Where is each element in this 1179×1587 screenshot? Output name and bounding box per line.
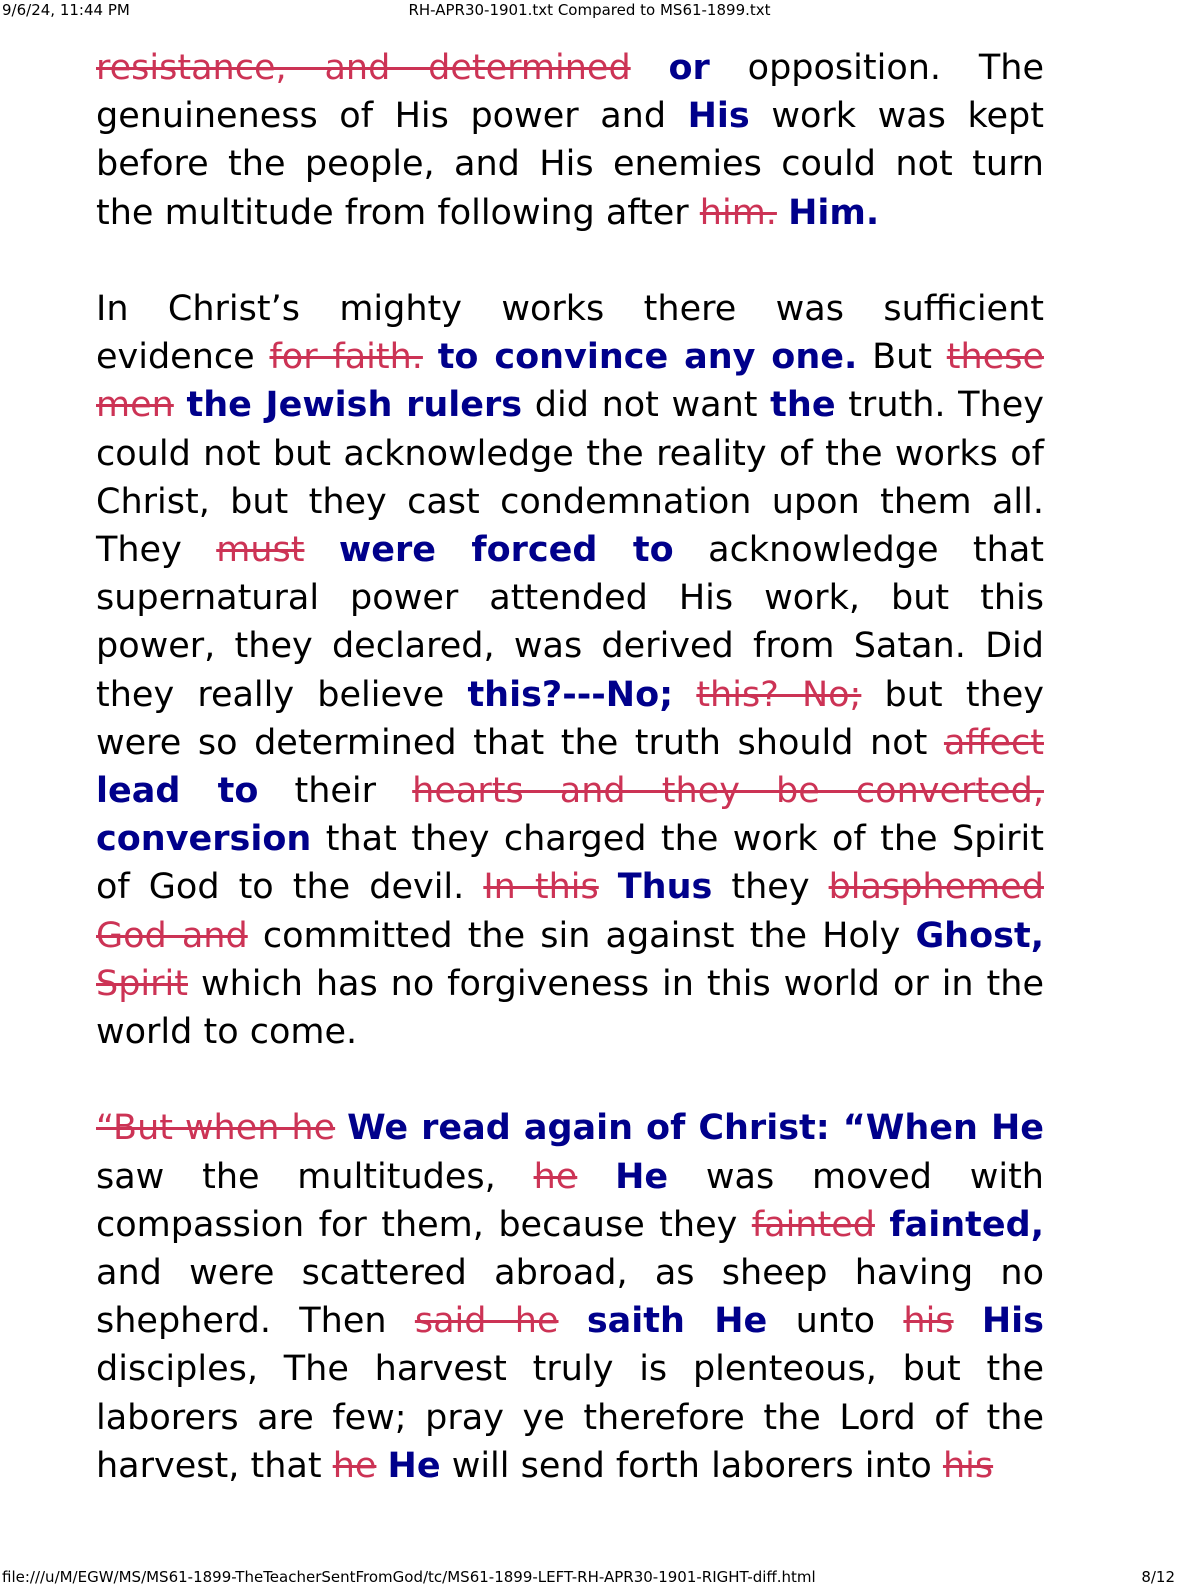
inserted-text: conversion <box>96 819 312 860</box>
inserted-text: His <box>687 96 750 137</box>
inserted-text: to convince any one. <box>437 337 858 378</box>
deleted-text: must <box>216 530 305 571</box>
print-url: file:///u/M/EGW/MS/MS61-1899-TheTeacherSentFromGod/tc/MS61-1899-LEFT-RH-APR30-1901-RIGHT-diff.html <box>2 1568 816 1586</box>
deleted-text: “But when he <box>96 1108 336 1149</box>
unchanged-text: committed the sin against the Holy <box>247 915 916 956</box>
unchanged-text: But <box>857 337 947 378</box>
deleted-text: fainted <box>751 1204 875 1245</box>
unchanged-text <box>599 867 618 907</box>
print-datetime: 9/6/24, 11:44 PM <box>2 1 130 19</box>
unchanged-text <box>577 1157 615 1197</box>
inserted-text: We read again of Christ: “When He <box>347 1108 1044 1149</box>
deleted-text: affect <box>943 722 1044 763</box>
unchanged-text <box>335 1108 347 1148</box>
unchanged-text: unto <box>767 1301 904 1342</box>
unchanged-text: acknowledge that supernatural power attended His work, but this power, they declared, was derived from Satan. Did they really believe <box>96 530 1044 715</box>
inserted-text: Him. <box>788 192 880 233</box>
deleted-text: said he <box>414 1301 559 1342</box>
deleted-text: he <box>533 1156 578 1197</box>
deleted-text: this? No; <box>696 674 862 715</box>
inserted-text: or <box>668 48 710 88</box>
deleted-text: hearts and they be converted, <box>412 771 1044 812</box>
unchanged-text: opposition. The genuineness of His power and <box>96 48 1044 137</box>
print-header <box>0 0 1179 22</box>
unchanged-text: was moved with compassion for them, because they <box>96 1156 1044 1245</box>
unchanged-text: will send forth laborers into <box>440 1445 943 1486</box>
unchanged-text <box>875 1205 889 1245</box>
deleted-text: for faith. <box>269 337 423 378</box>
unchanged-text: work was kept before the people, and His enemies could not turn the multitude from following after <box>96 96 1044 233</box>
inserted-text: were forced to <box>338 530 674 571</box>
print-footer <box>0 1565 1179 1587</box>
diff-paragraph <box>96 1104 1044 1490</box>
unchanged-text <box>423 337 438 377</box>
deleted-text: his <box>942 1445 994 1486</box>
unchanged-text <box>376 1446 387 1486</box>
deleted-text: In this <box>483 867 599 908</box>
deleted-text: these men <box>96 337 1044 426</box>
diff-paragraph <box>96 285 1044 1056</box>
diff-content <box>96 44 1044 1538</box>
unchanged-text: saw the multitudes, <box>96 1156 534 1197</box>
unchanged-text <box>631 48 669 88</box>
page-number: 8/12 <box>1141 1568 1175 1586</box>
inserted-text: lead to <box>96 771 259 812</box>
unchanged-text: disciples, The harvest truly is plenteous, but the laborers are few; pray ye therefore the Lord of the harvest, that <box>96 1349 1044 1486</box>
unchanged-text <box>304 530 338 570</box>
deleted-text: his <box>903 1301 954 1342</box>
unchanged-text: but they were so determined that the truth should not <box>96 674 1044 763</box>
deleted-text: him. <box>699 192 777 233</box>
unchanged-text <box>174 385 187 425</box>
inserted-text: this?---No; <box>467 674 674 715</box>
inserted-text: His <box>981 1301 1044 1342</box>
diff-paragraph <box>96 44 1044 237</box>
unchanged-text: their <box>258 771 413 812</box>
deleted-text: blasphemed God and <box>96 867 1044 956</box>
unchanged-text <box>559 1301 587 1341</box>
inserted-text: fainted, <box>889 1204 1044 1245</box>
unchanged-text: In Christ’s mighty works there was sufficient evidence <box>96 289 1044 378</box>
print-title: RH-APR30-1901.txt Compared to MS61-1899.txt <box>408 1 771 19</box>
unchanged-text <box>777 193 788 233</box>
unchanged-text: which has no forgiveness in this world or in the world to come. <box>96 963 1044 1053</box>
unchanged-text: did not want <box>522 385 771 426</box>
unchanged-text: truth. They could not but acknowledge the reality of the works of Christ, but they cast condemnation upon them all. They <box>96 385 1044 571</box>
unchanged-text: they <box>712 867 829 908</box>
unchanged-text: that they charged the work of the Spirit of God to the devil. <box>96 819 1044 908</box>
unchanged-text <box>954 1301 982 1341</box>
inserted-text: Ghost, <box>915 915 1044 956</box>
inserted-text: He <box>387 1445 441 1486</box>
inserted-text: the Jewish rulers <box>186 385 523 426</box>
inserted-text: He <box>615 1156 669 1197</box>
inserted-text: the <box>770 385 836 426</box>
deleted-text: resistance, and determined <box>96 48 631 88</box>
unchanged-text: and were scattered abroad, as sheep having no shepherd. Then <box>96 1253 1044 1342</box>
deleted-text: Spirit <box>96 963 188 1004</box>
inserted-text: Thus <box>617 867 713 908</box>
unchanged-text <box>673 675 696 715</box>
inserted-text: saith He <box>586 1301 768 1342</box>
deleted-text: he <box>332 1445 377 1486</box>
